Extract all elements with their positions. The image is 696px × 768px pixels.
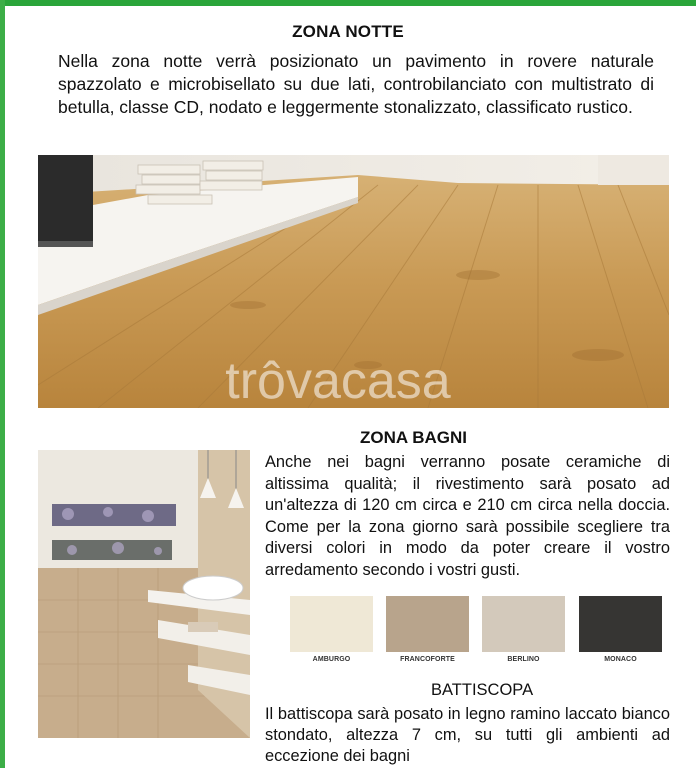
swatch-label-berlino: BERLINO — [507, 656, 540, 663]
top-accent-bar — [0, 0, 696, 6]
swatch-amburgo — [290, 596, 373, 652]
swatch-berlino — [482, 596, 565, 652]
zona-bagni-text: Anche nei bagni verranno posate ceramiche di altissima qualità; il rivestimento sarà posato ad un'altezza di 120 cm circa e 210 cm circa nella doccia. Come per la zona giorno sarà possibile scegliere tra diversi colori in modo da poter creare il vostro arredamento secondo i vostri gusti. — [265, 453, 670, 579]
left-accent-bar — [0, 0, 5, 768]
battiscopa-text: Il battiscopa sarà posato in legno ramino laccato bianco stondato, altezza 7 cm, su tutti gli ambienti ad eccezione dei bagni — [265, 705, 670, 765]
swatch-label-monaco: MONACO — [604, 656, 637, 663]
swatch-francoforte — [386, 596, 469, 652]
oak-floor-photo — [38, 155, 669, 408]
swatch-monaco — [579, 596, 662, 652]
zona-notte-heading: ZONA NOTTE — [292, 22, 404, 41]
zona-bagni-heading: ZONA BAGNI — [360, 428, 468, 447]
zona-notte-text: Nella zona notte verrà posizionato un pavimento in rovere naturale spazzolato e microbisellato su due lati, controbilanciato con multistrato di betulla, classe CD, nodato e leggermente stonalizzato, classificato rustico. — [58, 51, 654, 117]
swatch-label-francoforte: FRANCOFORTE — [400, 656, 455, 663]
bathroom-photo — [38, 450, 250, 738]
watermark-text: trôvacasa — [225, 352, 451, 408]
battiscopa-heading: BATTISCOPA — [431, 681, 534, 699]
swatch-label-amburgo: AMBURGO — [312, 656, 351, 663]
